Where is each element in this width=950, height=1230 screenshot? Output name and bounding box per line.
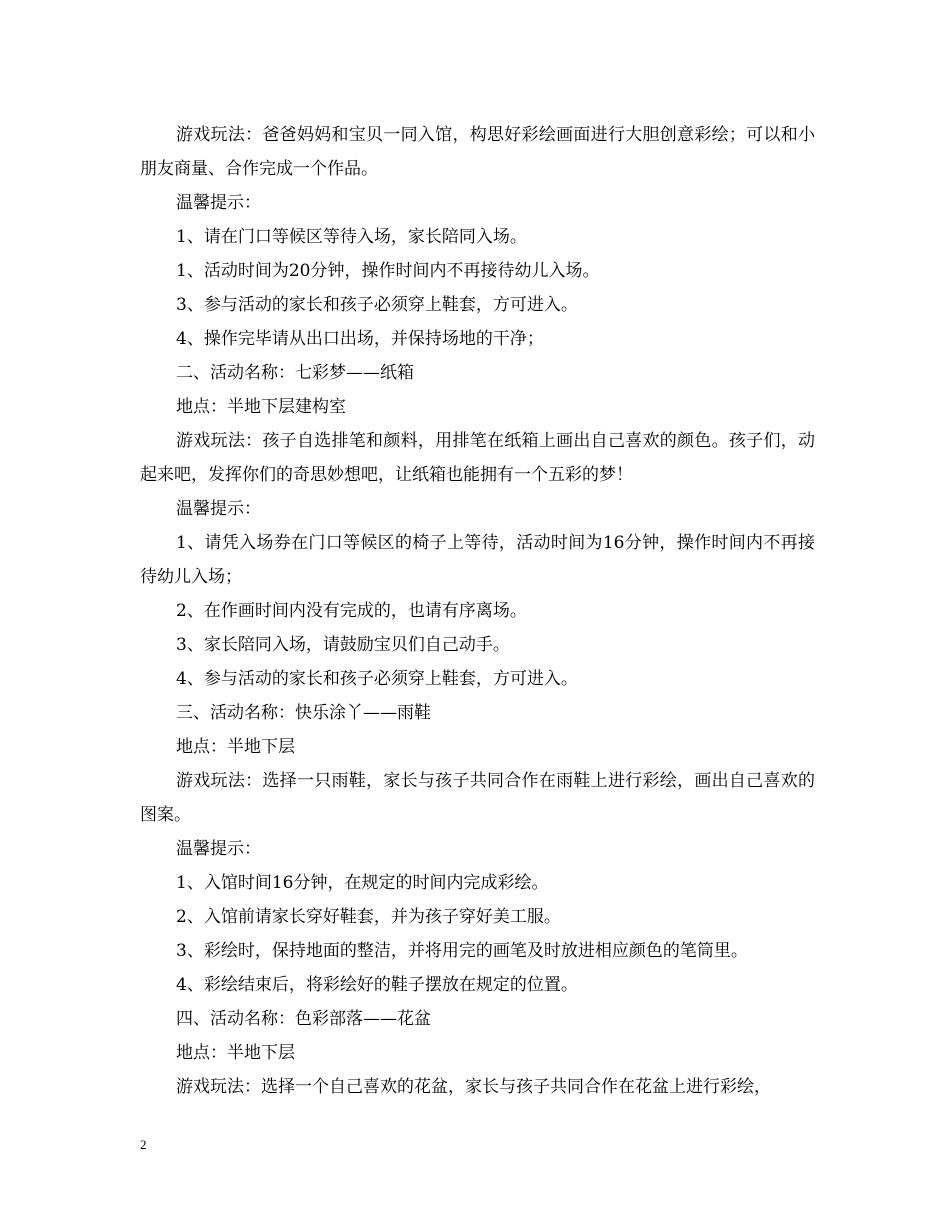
page-number: 2 — [140, 1137, 147, 1152]
paragraph: 温馨提示： — [176, 193, 261, 213]
section-heading: 二、活动名称：七彩梦——纸箱 — [176, 363, 414, 383]
paragraph: 温馨提示： — [176, 839, 261, 859]
paragraph: 4、彩绘结束后，将彩绘好的鞋子摆放在规定的位置。 — [176, 975, 578, 995]
paragraph: 4、参与活动的家长和孩子必须穿上鞋套，方可进入。 — [176, 669, 578, 689]
section-heading: 四、活动名称：色彩部落——花盆 — [176, 1009, 431, 1029]
paragraph: 游戏玩法：爸爸妈妈和宝贝一同入馆，构思好彩绘画面进行大胆创意彩绘；可以和小朋友商量、合作完成一个作品。 — [140, 125, 815, 179]
paragraph: 1、入馆时间16分钟，在规定的时间内完成彩绘。 — [176, 873, 549, 893]
paragraph: 游戏玩法：孩子自选排笔和颜料，用排笔在纸箱上画出自己喜欢的颜色。孩子们，动起来吧，发挥你们的奇思妙想吧，让纸箱也能拥有一个五彩的梦！ — [140, 431, 815, 485]
paragraph: 2、在作画时间内没有完成的，也请有序离场。 — [176, 601, 527, 621]
paragraph: 3、家长陪同入场，请鼓励宝贝们自己动手。 — [176, 635, 510, 655]
paragraph: 温馨提示： — [176, 499, 261, 519]
paragraph: 游戏玩法：选择一个自己喜欢的花盆，家长与孩子共同合作在花盆上进行彩绘， — [176, 1077, 771, 1097]
section-heading: 三、活动名称：快乐涂丫——雨鞋 — [176, 703, 431, 723]
paragraph: 4、操作完毕请从出口出场，并保持场地的干净； — [176, 329, 544, 349]
paragraph: 地点：半地下层 — [176, 1043, 295, 1063]
paragraph: 1、请在门口等候区等待入场，家长陪同入场。 — [176, 227, 527, 247]
paragraph: 游戏玩法：选择一只雨鞋，家长与孩子共同合作在雨鞋上进行彩绘，画出自己喜欢的图案。 — [140, 771, 815, 825]
paragraph: 1、请凭入场券在门口等候区的椅子上等待，活动时间为16分钟，操作时间内不再接待幼儿入场； — [140, 533, 815, 587]
document-body — [140, 118, 815, 1104]
paragraph: 3、彩绘时，保持地面的整洁，并将用完的画笔及时放进相应颜色的笔筒里。 — [176, 941, 748, 961]
paragraph: 地点：半地下层 — [176, 737, 295, 757]
paragraph: 地点：半地下层建构室 — [176, 397, 346, 417]
paragraph: 2、入馆前请家长穿好鞋套，并为孩子穿好美工服。 — [176, 907, 561, 927]
paragraph: 3、参与活动的家长和孩子必须穿上鞋套，方可进入。 — [176, 295, 578, 315]
paragraph: 1、活动时间为20分钟，操作时间内不再接待幼儿入场。 — [176, 261, 600, 281]
